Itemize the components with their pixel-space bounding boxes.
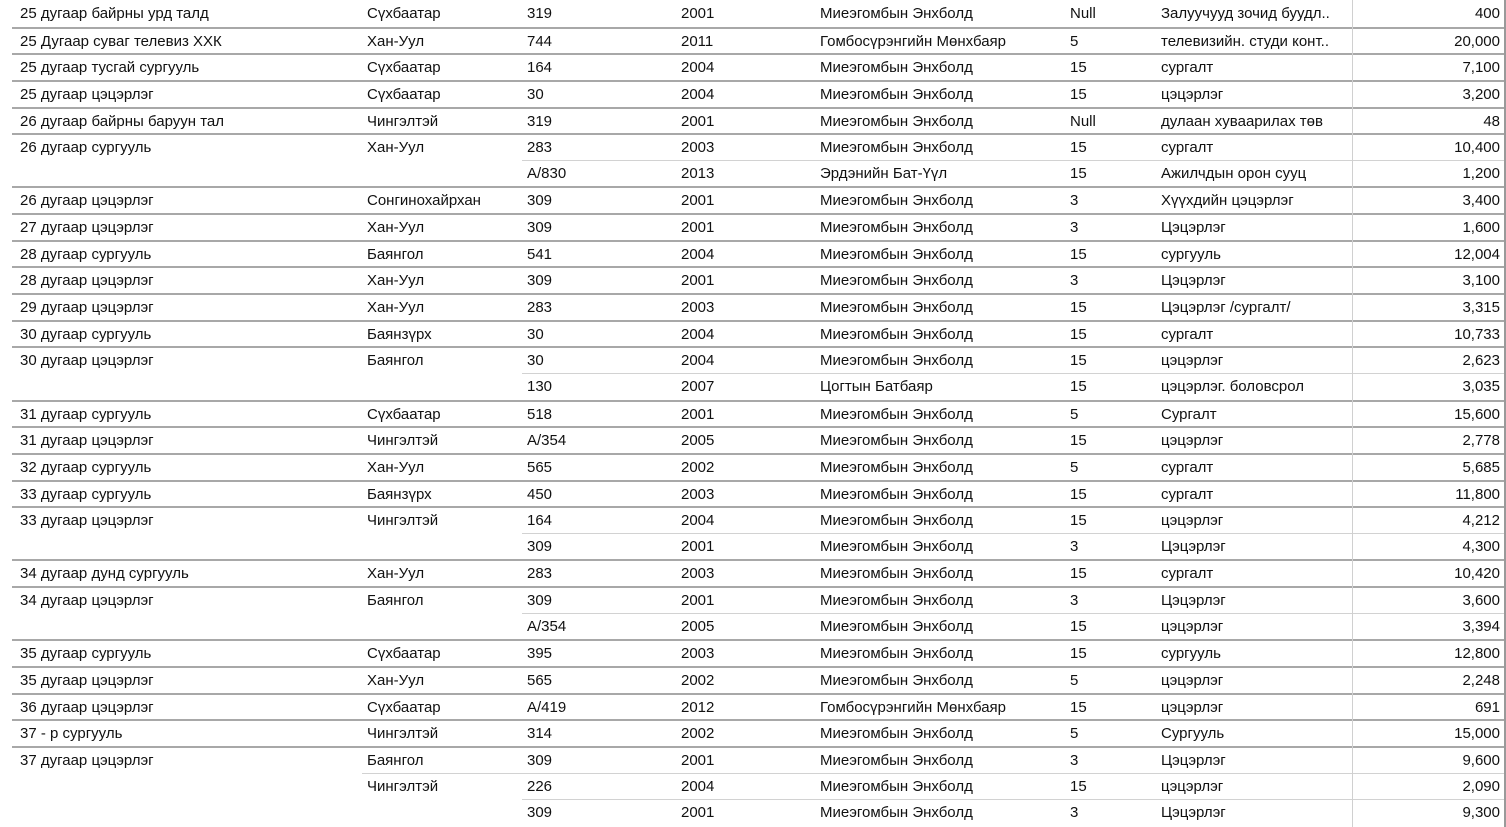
code-cell[interactable]: 319 bbox=[522, 107, 677, 134]
district-cell[interactable]: Сүхбаатар bbox=[362, 693, 522, 720]
table-row[interactable] bbox=[0, 586, 1506, 613]
year-cell[interactable]: 2004 bbox=[677, 80, 817, 107]
year-cell[interactable]: 2003 bbox=[677, 639, 817, 666]
table-row[interactable] bbox=[0, 719, 1506, 746]
amount-cell[interactable]: 5,685 bbox=[1353, 453, 1506, 480]
district-cell[interactable] bbox=[362, 373, 522, 400]
person-cell[interactable]: Миеэгомбын Энхболд bbox=[817, 133, 1065, 160]
name-cell[interactable]: 37 - р сургууль bbox=[12, 719, 362, 746]
year-cell[interactable]: 2003 bbox=[677, 559, 817, 586]
rate-cell[interactable]: 15 bbox=[1065, 559, 1156, 586]
table-row[interactable] bbox=[0, 27, 1506, 54]
year-cell[interactable]: 2001 bbox=[677, 533, 817, 560]
person-cell[interactable]: Миеэгомбын Энхболд bbox=[817, 453, 1065, 480]
amount-cell[interactable]: 10,733 bbox=[1353, 320, 1506, 347]
purpose-cell[interactable]: Ажилчдын орон сууц bbox=[1156, 160, 1353, 187]
amount-cell[interactable]: 10,400 bbox=[1353, 133, 1506, 160]
amount-cell[interactable]: 9,300 bbox=[1353, 799, 1506, 826]
table-row[interactable] bbox=[0, 639, 1506, 666]
purpose-cell[interactable]: Сургууль bbox=[1156, 719, 1353, 746]
district-cell[interactable]: Баянгол bbox=[362, 346, 522, 373]
table-row[interactable] bbox=[0, 293, 1506, 320]
purpose-cell[interactable]: сургалт bbox=[1156, 53, 1353, 80]
year-cell[interactable]: 2012 bbox=[677, 693, 817, 720]
district-cell[interactable]: Чингэлтэй bbox=[362, 426, 522, 453]
code-cell[interactable]: 518 bbox=[522, 400, 677, 427]
year-cell[interactable]: 2002 bbox=[677, 453, 817, 480]
year-cell[interactable]: 2004 bbox=[677, 320, 817, 347]
rate-cell[interactable]: 15 bbox=[1065, 240, 1156, 267]
amount-cell[interactable]: 3,100 bbox=[1353, 266, 1506, 293]
rate-cell[interactable]: 3 bbox=[1065, 533, 1156, 560]
table-row[interactable] bbox=[0, 80, 1506, 107]
name-cell[interactable]: 34 дугаар цэцэрлэг bbox=[12, 586, 362, 613]
table-row[interactable] bbox=[0, 453, 1506, 480]
district-cell[interactable]: Сонгинохайрхан bbox=[362, 186, 522, 213]
year-cell[interactable]: 2003 bbox=[677, 133, 817, 160]
purpose-cell[interactable]: сургууль bbox=[1156, 240, 1353, 267]
district-cell[interactable]: Чингэлтэй bbox=[362, 773, 522, 800]
district-cell[interactable]: Чингэлтэй bbox=[362, 506, 522, 533]
code-cell[interactable]: A/354 bbox=[522, 613, 677, 640]
rate-cell[interactable]: 3 bbox=[1065, 586, 1156, 613]
district-cell[interactable]: Хан-Уул bbox=[362, 453, 522, 480]
code-cell[interactable]: 541 bbox=[522, 240, 677, 267]
district-cell[interactable]: Хан-Уул bbox=[362, 27, 522, 54]
year-cell[interactable]: 2011 bbox=[677, 27, 817, 54]
amount-cell[interactable]: 20,000 bbox=[1353, 27, 1506, 54]
amount-cell[interactable]: 3,035 bbox=[1353, 373, 1506, 400]
person-cell[interactable]: Миеэгомбын Энхболд bbox=[817, 533, 1065, 560]
code-cell[interactable]: 565 bbox=[522, 453, 677, 480]
code-cell[interactable]: 744 bbox=[522, 27, 677, 54]
purpose-cell[interactable]: Сургалт bbox=[1156, 400, 1353, 427]
purpose-cell[interactable]: Цэцэрлэг bbox=[1156, 586, 1353, 613]
district-cell[interactable] bbox=[362, 533, 522, 560]
name-cell[interactable]: 32 дугаар сургууль bbox=[12, 453, 362, 480]
code-cell[interactable]: 283 bbox=[522, 293, 677, 320]
code-cell[interactable]: 30 bbox=[522, 320, 677, 347]
district-cell[interactable]: Баянгол bbox=[362, 586, 522, 613]
purpose-cell[interactable]: сургалт bbox=[1156, 320, 1353, 347]
district-cell[interactable]: Хан-Уул bbox=[362, 559, 522, 586]
code-cell[interactable]: 130 bbox=[522, 373, 677, 400]
district-cell[interactable] bbox=[362, 613, 522, 640]
purpose-cell[interactable]: сургалт bbox=[1156, 480, 1353, 507]
amount-cell[interactable]: 691 bbox=[1353, 693, 1506, 720]
year-cell[interactable]: 2003 bbox=[677, 480, 817, 507]
rate-cell[interactable]: 5 bbox=[1065, 27, 1156, 54]
name-cell[interactable]: 31 дугаар цэцэрлэг bbox=[12, 426, 362, 453]
person-cell[interactable]: Миеэгомбын Энхболд bbox=[817, 746, 1065, 773]
rate-cell[interactable]: 3 bbox=[1065, 266, 1156, 293]
purpose-cell[interactable]: цэцэрлэг bbox=[1156, 666, 1353, 693]
year-cell[interactable]: 2004 bbox=[677, 773, 817, 800]
name-cell[interactable] bbox=[12, 613, 362, 640]
amount-cell[interactable]: 15,600 bbox=[1353, 400, 1506, 427]
table-row[interactable] bbox=[0, 240, 1506, 267]
person-cell[interactable]: Миеэгомбын Энхболд bbox=[817, 639, 1065, 666]
code-cell[interactable]: 309 bbox=[522, 266, 677, 293]
district-cell[interactable]: Хан-Уул bbox=[362, 133, 522, 160]
name-cell[interactable]: 27 дугаар цэцэрлэг bbox=[12, 213, 362, 240]
table-row[interactable] bbox=[0, 613, 1506, 640]
purpose-cell[interactable]: сургалт bbox=[1156, 133, 1353, 160]
year-cell[interactable]: 2002 bbox=[677, 666, 817, 693]
amount-cell[interactable]: 2,248 bbox=[1353, 666, 1506, 693]
name-cell[interactable]: 33 дугаар цэцэрлэг bbox=[12, 506, 362, 533]
name-cell[interactable]: 26 дугаар цэцэрлэг bbox=[12, 186, 362, 213]
name-cell[interactable]: 36 дугаар цэцэрлэг bbox=[12, 693, 362, 720]
amount-cell[interactable]: 400 bbox=[1474, 5, 1500, 22]
person-cell[interactable]: Гомбосүрэнгийн Мөнхбаяр bbox=[817, 27, 1065, 54]
code-cell[interactable]: 309 bbox=[522, 586, 677, 613]
person-cell[interactable]: Миеэгомбын Энхболд bbox=[817, 613, 1065, 640]
district-cell[interactable]: Хан-Уул bbox=[362, 266, 522, 293]
amount-cell[interactable]: 12,800 bbox=[1353, 639, 1506, 666]
district-cell[interactable]: Сүхбаатар bbox=[367, 5, 441, 22]
code-cell[interactable]: A/354 bbox=[522, 426, 677, 453]
name-cell[interactable]: 28 дугаар цэцэрлэг bbox=[12, 266, 362, 293]
code-cell[interactable]: 309 bbox=[522, 213, 677, 240]
district-cell[interactable]: Сүхбаатар bbox=[362, 80, 522, 107]
district-cell[interactable]: Сүхбаатар bbox=[362, 400, 522, 427]
purpose-cell[interactable]: сургалт bbox=[1156, 453, 1353, 480]
name-cell[interactable]: 30 дугаар цэцэрлэг bbox=[12, 346, 362, 373]
table-row[interactable] bbox=[0, 480, 1506, 507]
code-cell[interactable]: 314 bbox=[522, 719, 677, 746]
table-row[interactable] bbox=[0, 426, 1506, 453]
rate-cell[interactable]: 5 bbox=[1065, 453, 1156, 480]
purpose-cell[interactable]: дулаан хуваарилах төв bbox=[1156, 107, 1353, 134]
column-divider bbox=[1352, 0, 1353, 827]
person-cell[interactable]: Миеэгомбын Энхболд bbox=[817, 213, 1065, 240]
purpose-cell[interactable]: телевизийн. студи конт.. bbox=[1156, 27, 1353, 54]
district-cell[interactable]: Чингэлтэй bbox=[362, 107, 522, 134]
rate-cell[interactable]: Null bbox=[1065, 107, 1156, 134]
amount-cell[interactable]: 3,394 bbox=[1353, 613, 1506, 640]
purpose-cell[interactable]: Цэцэрлэг bbox=[1156, 799, 1353, 826]
purpose-cell[interactable]: цэцэрлэг bbox=[1156, 693, 1353, 720]
name-cell[interactable] bbox=[12, 373, 362, 400]
district-cell[interactable] bbox=[362, 160, 522, 187]
year-cell[interactable]: 2001 bbox=[681, 5, 715, 22]
person-cell[interactable]: Миеэгомбын Энхболд bbox=[817, 80, 1065, 107]
amount-cell[interactable]: 3,400 bbox=[1353, 186, 1506, 213]
name-cell[interactable] bbox=[12, 160, 362, 187]
name-cell[interactable]: 30 дугаар сургууль bbox=[12, 320, 362, 347]
amount-cell[interactable]: 7,100 bbox=[1353, 53, 1506, 80]
code-cell[interactable]: 283 bbox=[522, 133, 677, 160]
code-cell[interactable]: 309 bbox=[522, 186, 677, 213]
name-cell[interactable]: 31 дугаар сургууль bbox=[12, 400, 362, 427]
year-cell[interactable]: 2001 bbox=[677, 400, 817, 427]
rate-cell[interactable]: 15 bbox=[1065, 773, 1156, 800]
amount-cell[interactable]: 1,600 bbox=[1353, 213, 1506, 240]
table-row[interactable] bbox=[0, 107, 1506, 134]
table-row[interactable] bbox=[0, 53, 1506, 80]
purpose-cell[interactable]: Хүүхдийн цэцэрлэг bbox=[1156, 186, 1353, 213]
amount-cell[interactable]: 48 bbox=[1353, 107, 1506, 134]
name-cell[interactable]: 25 Дугаар суваг телевиз ХХК bbox=[12, 27, 362, 54]
name-cell[interactable]: 34 дугаар дунд сургууль bbox=[12, 559, 362, 586]
code-cell[interactable]: 164 bbox=[522, 53, 677, 80]
purpose-cell[interactable]: Цэцэрлэг bbox=[1156, 533, 1353, 560]
person-cell[interactable]: Миеэгомбын Энхболд bbox=[817, 719, 1065, 746]
rate-cell[interactable]: 3 bbox=[1065, 186, 1156, 213]
rate-cell[interactable]: 5 bbox=[1065, 719, 1156, 746]
amount-cell[interactable]: 1,200 bbox=[1353, 160, 1506, 187]
district-cell[interactable]: Баянгол bbox=[362, 240, 522, 267]
name-cell[interactable]: 25 дугаар цэцэрлэг bbox=[12, 80, 362, 107]
code-cell[interactable]: 395 bbox=[522, 639, 677, 666]
person-cell[interactable]: Миеэгомбын Энхболд bbox=[817, 240, 1065, 267]
year-cell[interactable]: 2001 bbox=[677, 586, 817, 613]
rate-cell[interactable]: 15 bbox=[1065, 346, 1156, 373]
year-cell[interactable]: 2004 bbox=[677, 240, 817, 267]
amount-cell[interactable]: 9,600 bbox=[1353, 746, 1506, 773]
purpose-cell[interactable]: цэцэрлэг. боловсрол bbox=[1156, 373, 1353, 400]
rate-cell[interactable]: 3 bbox=[1065, 213, 1156, 240]
person-cell[interactable]: Миеэгомбын Энхболд bbox=[817, 320, 1065, 347]
year-cell[interactable]: 2001 bbox=[677, 213, 817, 240]
district-cell[interactable]: Баянзүрх bbox=[362, 480, 522, 507]
code-cell[interactable]: 164 bbox=[522, 506, 677, 533]
amount-cell[interactable]: 2,623 bbox=[1353, 346, 1506, 373]
purpose-cell[interactable]: Цэцэрлэг bbox=[1156, 213, 1353, 240]
rate-cell[interactable]: 3 bbox=[1065, 799, 1156, 826]
name-cell[interactable]: 35 дугаар сургууль bbox=[12, 639, 362, 666]
amount-cell[interactable]: 3,315 bbox=[1353, 293, 1506, 320]
district-cell[interactable]: Сүхбаатар bbox=[362, 53, 522, 80]
rate-cell[interactable]: 15 bbox=[1065, 613, 1156, 640]
rate-cell[interactable]: 5 bbox=[1065, 666, 1156, 693]
name-cell[interactable]: 37 дугаар цэцэрлэг bbox=[12, 746, 362, 773]
person-cell[interactable]: Миеэгомбын Энхболд bbox=[817, 506, 1065, 533]
code-cell[interactable]: 283 bbox=[522, 559, 677, 586]
table-row[interactable] bbox=[0, 320, 1506, 347]
district-cell[interactable]: Чингэлтэй bbox=[362, 719, 522, 746]
name-cell[interactable]: 25 дугаар тусгай сургууль bbox=[12, 53, 362, 80]
district-cell[interactable]: Хан-Уул bbox=[362, 666, 522, 693]
rate-cell[interactable]: 5 bbox=[1065, 400, 1156, 427]
amount-cell[interactable]: 4,212 bbox=[1353, 506, 1506, 533]
purpose-cell[interactable]: сургалт bbox=[1156, 559, 1353, 586]
purpose-cell[interactable]: Цэцэрлэг bbox=[1156, 746, 1353, 773]
year-cell[interactable]: 2004 bbox=[677, 53, 817, 80]
table-row[interactable] bbox=[0, 160, 1506, 187]
code-cell[interactable]: 30 bbox=[522, 80, 677, 107]
table-row[interactable] bbox=[0, 559, 1506, 586]
amount-cell[interactable]: 15,000 bbox=[1353, 719, 1506, 746]
district-cell[interactable]: Сүхбаатар bbox=[362, 639, 522, 666]
name-cell[interactable]: 26 дугаар байрны баруун тал bbox=[12, 107, 362, 134]
name-cell[interactable]: 29 дугаар цэцэрлэг bbox=[12, 293, 362, 320]
person-cell[interactable]: Миеэгомбын Энхболд bbox=[817, 186, 1065, 213]
amount-cell[interactable]: 3,600 bbox=[1353, 586, 1506, 613]
purpose-cell[interactable]: сургууль bbox=[1156, 639, 1353, 666]
rate-cell[interactable]: 15 bbox=[1065, 320, 1156, 347]
person-cell[interactable]: Миеэгомбын Энхболд bbox=[817, 559, 1065, 586]
table-row[interactable] bbox=[0, 533, 1506, 560]
rate-cell[interactable]: 15 bbox=[1065, 133, 1156, 160]
rate-cell[interactable]: 15 bbox=[1065, 426, 1156, 453]
name-cell[interactable]: 33 дугаар сургууль bbox=[12, 480, 362, 507]
rate-cell[interactable]: 15 bbox=[1065, 480, 1156, 507]
rate-cell[interactable]: 3 bbox=[1065, 746, 1156, 773]
person-cell[interactable]: Миеэгомбын Энхболд bbox=[817, 266, 1065, 293]
year-cell[interactable]: 2001 bbox=[677, 107, 817, 134]
rate-cell[interactable]: 15 bbox=[1065, 293, 1156, 320]
purpose-cell[interactable]: цэцэрлэг bbox=[1156, 613, 1353, 640]
code-cell[interactable]: 319 bbox=[527, 5, 553, 22]
rate-cell[interactable]: 15 bbox=[1065, 693, 1156, 720]
person-cell[interactable]: Миеэгомбын Энхболд bbox=[817, 346, 1065, 373]
year-cell[interactable]: 2005 bbox=[677, 426, 817, 453]
year-cell[interactable]: 2001 bbox=[677, 746, 817, 773]
rate-cell[interactable]: 15 bbox=[1065, 160, 1156, 187]
amount-cell[interactable]: 3,200 bbox=[1353, 80, 1506, 107]
table-row[interactable] bbox=[0, 773, 1506, 800]
table-row[interactable] bbox=[0, 213, 1506, 240]
code-cell[interactable]: 309 bbox=[522, 533, 677, 560]
district-cell[interactable]: Хан-Уул bbox=[362, 293, 522, 320]
purpose-cell[interactable]: Цэцэрлэг /сургалт/ bbox=[1156, 293, 1353, 320]
code-cell[interactable]: 309 bbox=[522, 799, 677, 826]
person-cell[interactable]: Миеэгомбын Энхболд bbox=[817, 799, 1065, 826]
person-cell[interactable]: Гомбосүрэнгийн Мөнхбаяр bbox=[817, 693, 1065, 720]
amount-cell[interactable]: 11,800 bbox=[1353, 480, 1506, 507]
person-cell[interactable]: Миеэгомбын Энхболд bbox=[817, 586, 1065, 613]
year-cell[interactable]: 2003 bbox=[677, 293, 817, 320]
table-row[interactable] bbox=[0, 133, 1506, 160]
name-cell[interactable]: 35 дугаар цэцэрлэг bbox=[12, 666, 362, 693]
table-row[interactable] bbox=[0, 186, 1506, 213]
rate-cell[interactable]: 15 bbox=[1065, 373, 1156, 400]
name-cell[interactable] bbox=[12, 773, 362, 800]
code-cell[interactable]: 30 bbox=[522, 346, 677, 373]
code-cell[interactable]: 565 bbox=[522, 666, 677, 693]
code-cell[interactable]: A/830 bbox=[522, 160, 677, 187]
amount-cell[interactable]: 4,300 bbox=[1353, 533, 1506, 560]
person-cell[interactable]: Миеэгомбын Энхболд bbox=[817, 426, 1065, 453]
amount-cell[interactable]: 12,004 bbox=[1353, 240, 1506, 267]
year-cell[interactable]: 2013 bbox=[677, 160, 817, 187]
rate-cell[interactable]: Null bbox=[1070, 5, 1096, 22]
purpose-cell[interactable]: Залуучууд зочид буудл.. bbox=[1161, 5, 1330, 22]
district-cell[interactable] bbox=[362, 799, 522, 826]
table-row[interactable] bbox=[0, 693, 1506, 720]
table-row[interactable] bbox=[0, 0, 1506, 27]
person-cell[interactable]: Цогтын Батбаяр bbox=[817, 373, 1065, 400]
person-cell[interactable]: Миеэгомбын Энхболд bbox=[817, 666, 1065, 693]
table-row[interactable] bbox=[0, 746, 1506, 773]
rate-cell[interactable]: 15 bbox=[1065, 639, 1156, 666]
person-cell[interactable]: Миеэгомбын Энхболд bbox=[817, 400, 1065, 427]
name-cell[interactable]: 26 дугаар сургууль bbox=[12, 133, 362, 160]
purpose-cell[interactable]: цэцэрлэг bbox=[1156, 346, 1353, 373]
name-cell[interactable]: 25 дугаар байрны урд талд bbox=[20, 5, 209, 22]
name-cell[interactable] bbox=[12, 533, 362, 560]
district-cell[interactable]: Баянзүрх bbox=[362, 320, 522, 347]
table-row[interactable] bbox=[0, 266, 1506, 293]
year-cell[interactable]: 2007 bbox=[677, 373, 817, 400]
district-cell[interactable]: Баянгол bbox=[362, 746, 522, 773]
year-cell[interactable]: 2002 bbox=[677, 719, 817, 746]
person-cell[interactable]: Миеэгомбын Энхболд bbox=[817, 53, 1065, 80]
code-cell[interactable]: 309 bbox=[522, 746, 677, 773]
person-cell[interactable]: Миеэгомбын Энхболд bbox=[817, 107, 1065, 134]
person-cell[interactable]: Миеэгомбын Энхболд bbox=[817, 773, 1065, 800]
person-cell[interactable]: Миеэгомбын Энхболд bbox=[817, 480, 1065, 507]
purpose-cell[interactable]: цэцэрлэг bbox=[1156, 506, 1353, 533]
table-row[interactable] bbox=[0, 346, 1506, 373]
year-cell[interactable]: 2004 bbox=[677, 506, 817, 533]
year-cell[interactable]: 2005 bbox=[677, 613, 817, 640]
year-cell[interactable]: 2001 bbox=[677, 799, 817, 826]
person-cell[interactable]: Миеэгомбын Энхболд bbox=[820, 5, 973, 22]
purpose-cell[interactable]: цэцэрлэг bbox=[1156, 80, 1353, 107]
purpose-cell[interactable]: Цэцэрлэг bbox=[1156, 266, 1353, 293]
code-cell[interactable]: 226 bbox=[522, 773, 677, 800]
amount-cell[interactable]: 2,778 bbox=[1353, 426, 1506, 453]
rate-cell[interactable]: 15 bbox=[1065, 53, 1156, 80]
amount-cell[interactable]: 10,420 bbox=[1353, 559, 1506, 586]
name-cell[interactable] bbox=[12, 799, 362, 826]
year-cell[interactable]: 2001 bbox=[677, 186, 817, 213]
person-cell[interactable]: Эрдэнийн Бат-Үүл bbox=[817, 160, 1065, 187]
amount-cell[interactable]: 2,090 bbox=[1353, 773, 1506, 800]
year-cell[interactable]: 2001 bbox=[677, 266, 817, 293]
table-row[interactable] bbox=[0, 799, 1506, 826]
purpose-cell[interactable]: цэцэрлэг bbox=[1156, 426, 1353, 453]
purpose-cell[interactable]: цэцэрлэг bbox=[1156, 773, 1353, 800]
table-row[interactable] bbox=[0, 666, 1506, 693]
rate-cell[interactable]: 15 bbox=[1065, 80, 1156, 107]
name-cell[interactable]: 28 дугаар сургууль bbox=[12, 240, 362, 267]
table-row[interactable] bbox=[0, 506, 1506, 533]
rate-cell[interactable]: 15 bbox=[1065, 506, 1156, 533]
year-cell[interactable]: 2004 bbox=[677, 346, 817, 373]
district-cell[interactable]: Хан-Уул bbox=[362, 213, 522, 240]
code-cell[interactable]: A/419 bbox=[522, 693, 677, 720]
table-row[interactable] bbox=[0, 400, 1506, 427]
table-row[interactable] bbox=[0, 373, 1506, 400]
code-cell[interactable]: 450 bbox=[522, 480, 677, 507]
person-cell[interactable]: Миеэгомбын Энхболд bbox=[817, 293, 1065, 320]
